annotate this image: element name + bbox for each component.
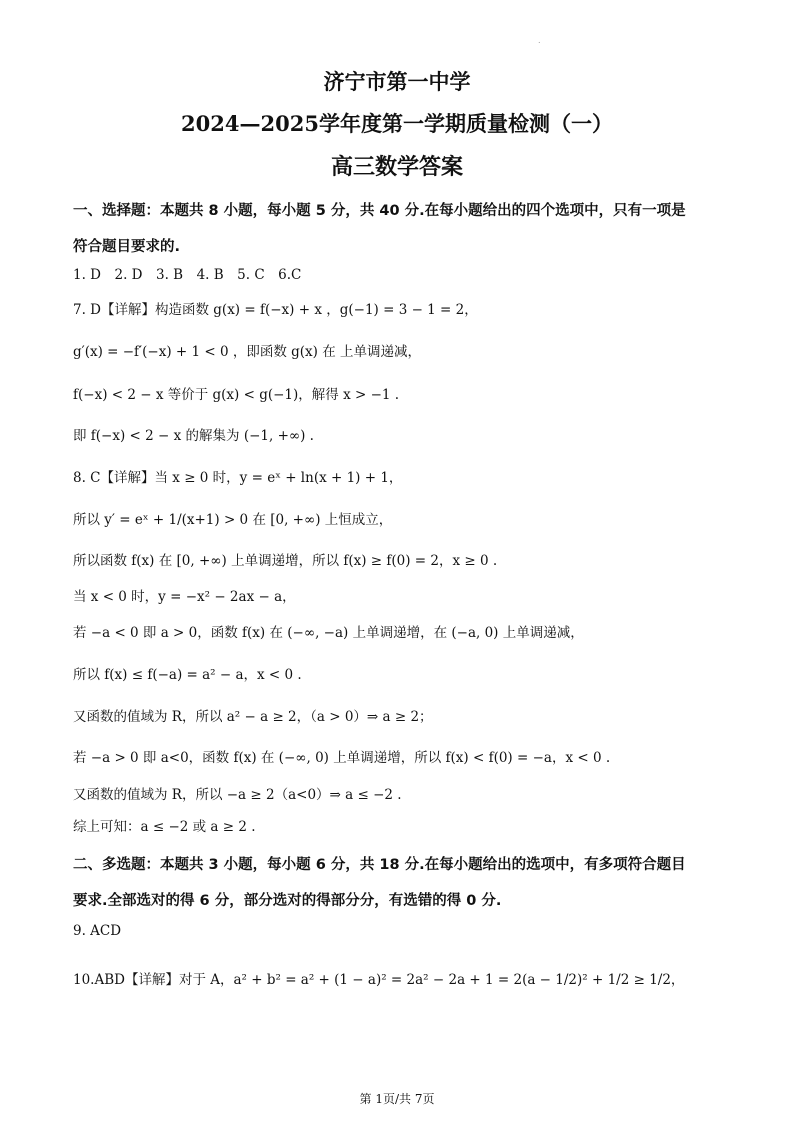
page-footer: 第 1页/共 7页 bbox=[359, 1092, 435, 1106]
q8-line: 8. C【详解】当 x ≥ 0 时，y = eˣ + ln(x + 1) + 1， bbox=[73, 470, 403, 486]
q8-line: 若 −a > 0 即 a<0，函数 f(x) 在 (−∞, 0) 上单调递增，所以 f(x) < f(0) = −a，x < 0 . bbox=[73, 750, 611, 766]
q8-line: 又函数的值域为 R，所以 a² − a ≥ 2，（a > 0）⇒ a ≥ 2； bbox=[73, 709, 433, 725]
q7-line: 7. D【详解】构造函数 g(x) = f(−x) + x ，g(−1) = 3 − 1 = 2， bbox=[73, 302, 478, 318]
term-title: 2024—2025学年度第一学期质量检测（一） bbox=[181, 111, 613, 136]
q8-line: 当 x < 0 时，y = −x² − 2ax − a， bbox=[73, 589, 296, 605]
q7-line: f(−x) < 2 − x 等价于 g(x) < g(−1)，解得 x > −1 . bbox=[73, 387, 400, 403]
q8-line: 又函数的值域为 R，所以 −a ≥ 2（a<0）⇒ a ≤ −2 . bbox=[73, 787, 402, 803]
school-title: 济宁市第一中学 bbox=[323, 69, 471, 94]
section1-heading-line2: 符合题目要求的. bbox=[73, 239, 181, 255]
section2-heading-line1: 二、多选题：本题共 3 小题，每小题 6 分，共 18 分.在每小题给出的选项中，有多项符合题目 bbox=[73, 857, 686, 873]
answers-1-6: 1. D 2. D 3. B 4. B 5. C 6.C bbox=[73, 267, 302, 283]
subject-title: 高三数学答案 bbox=[330, 154, 463, 180]
q8-line: 综上可知：a ≤ −2 或 a ≥ 2 . bbox=[73, 819, 256, 835]
q8-line: 所以函数 f(x) 在 [0, +∞) 上单调递增，所以 f(x) ≥ f(0) = 2，x ≥ 0 . bbox=[73, 553, 498, 569]
section1-heading-line1: 一、选择题：本题共 8 小题，每小题 5 分，共 40 分.在每小题给出的四个选项中，只有一项是 bbox=[73, 203, 686, 219]
q8-line: 所以 f(x) ≤ f(−a) = a² − a，x < 0 . bbox=[73, 667, 302, 683]
q7-line: 即 f(−x) < 2 − x 的解集为 (−1, +∞) . bbox=[73, 428, 314, 444]
section2-heading-line2: 要求.全部选对的得 6 分，部分选对的得部分分，有选错的得 0 分. bbox=[73, 893, 502, 909]
q7-line: g′(x) = −f′(−x) + 1 < 0 ，即函数 g(x) 在 上单调递减， bbox=[73, 344, 422, 360]
q9-answer: 9. ACD bbox=[73, 923, 122, 939]
q8-line: 若 −a < 0 即 a > 0，函数 f(x) 在 (−∞, −a) 上单调递增，在 (−a, 0) 上单调递减， bbox=[73, 625, 584, 641]
q8-line: 所以 y′ = eˣ + 1/(x+1) > 0 在 [0, +∞) 上恒成立， bbox=[73, 512, 393, 528]
corner-mark: . bbox=[538, 36, 541, 45]
q10-line: 10.ABD【详解】对于 A，a² + b² = a² + (1 − a)² = 2a² − 2a + 1 = 2(a − 1/2)² + 1/2 ≥ 1/2， bbox=[73, 972, 685, 988]
